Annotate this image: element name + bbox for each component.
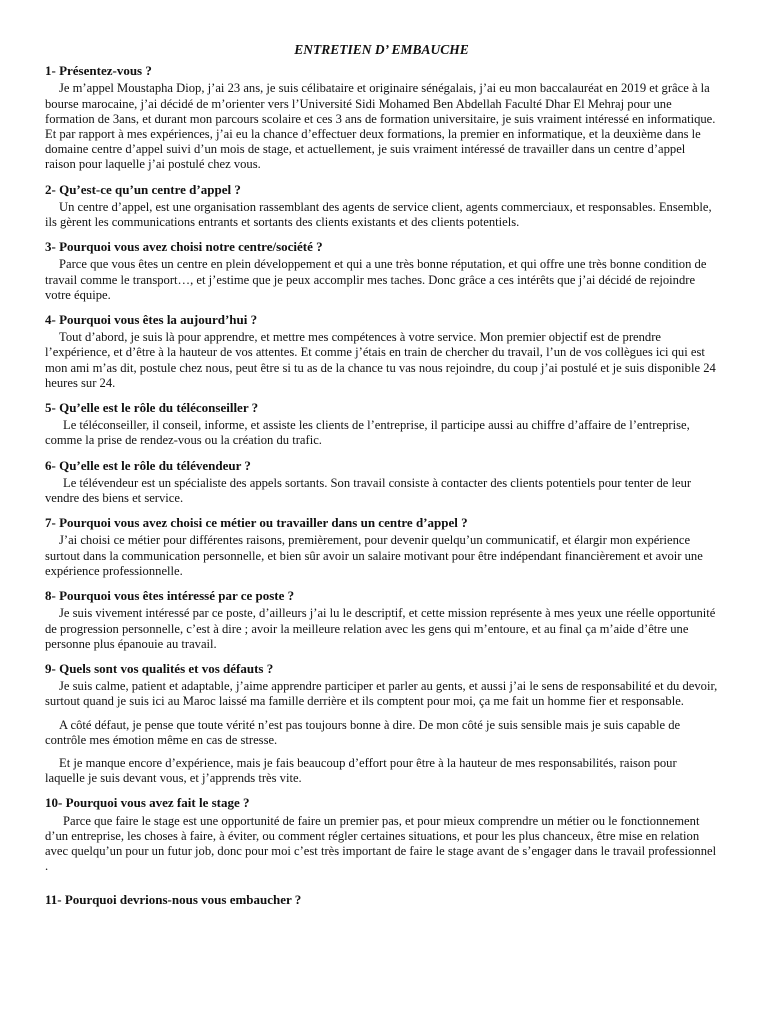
section-5 bbox=[45, 400, 718, 449]
question-heading: 6- Qu’elle est le rôle du télévendeur ? bbox=[45, 457, 251, 473]
section-6 bbox=[45, 458, 718, 507]
answer-paragraph: Je suis calme, patient et adaptable, j’aime apprendre participer et parler au gents, et aussi j’ai le sens de responsabilité et du devoir, surtout quand je suis ici au Maroc laissé ma famille derrière et ils comptent pour moi, ça me fait un homme fier et responsable. bbox=[45, 679, 718, 709]
section-7 bbox=[45, 515, 718, 579]
document-title: ENTRETIEN D’ EMBAUCHE bbox=[294, 42, 469, 57]
section-10 bbox=[45, 795, 718, 874]
answer-paragraph: A côté défaut, je pense que toute vérité n’est pas toujours bonne à dire. De mon côté je suis sensible mais je suis capable de contrôle mes émotion même en cas de stresse. bbox=[45, 717, 681, 747]
question-heading: 4- Pourquoi vous êtes la aujourd’hui ? bbox=[45, 312, 258, 328]
question-heading: 9- Quels sont vos qualités et vos défauts ? bbox=[45, 660, 274, 676]
question-heading: 2- Qu’est-ce qu’un centre d’appel ? bbox=[45, 181, 241, 197]
section-1 bbox=[45, 63, 718, 172]
section-2 bbox=[45, 182, 718, 231]
section-8 bbox=[45, 588, 718, 652]
answer-paragraph: Parce que faire le stage est une opportunité de faire un premier pas, et pour mieux comprendre un métier ou le fonctionnement d’un entreprise, les choses à faire, à éviter, ou comment régler certaines situations, et pour les plus chanceux, être mise en relation avec quelqu’un pour un futur job, donc pour moi c’est très important de faire le stage avant de s’engager dans le travail professionnel . bbox=[45, 813, 717, 874]
section-3 bbox=[45, 239, 718, 303]
answer-paragraph: Et je manque encore d’expérience, mais je fais beaucoup d’effort pour être à la hauteur de mes responsabilités, raison pour laquelle je suis devant vous, et j’apprends très vite. bbox=[45, 755, 677, 786]
question-heading: 11- Pourquoi devrions-nous vous embaucher ? bbox=[45, 892, 302, 908]
section-9 bbox=[45, 661, 718, 786]
answer-paragraph: Je m’appel Moustapha Diop, j’ai 23 ans, je suis célibataire et originaire sénégalais, j’ai eu mon baccalauréat en 2019 et grâce à la bourse marocaine, j’ai décidé de m’orienter vers l’Université Sidi Mohamed Ben Abdellah Faculté Dhar El Mehraj pour une formation de 3ans, et durant mon parcours scolaire et ces 3 ans de formation universitaire, je suis vraiment intéressé en informatique. Et par rapport à mes expériences, j’ai eu la chance d’effectuer deux formations, la premier en informatique, et la deuxième dans le domaine centre d’appel suivi d’un mois de stage, et actuellement, je suis vraiment intéressé de travailler dans un centre d’appel raison pour laquelle j’ai postulé chez vous. bbox=[45, 81, 716, 172]
section-4 bbox=[45, 312, 718, 391]
question-heading: 8- Pourquoi vous êtes intéressé par ce poste ? bbox=[45, 588, 295, 604]
answer-paragraph: Le téléconseiller, il conseil, informe, et assiste les clients de l’entreprise, il participe aussi au chiffre d’affaire de l’entreprise, comme la prise de rendez-vous ou la création du trafic. bbox=[45, 418, 690, 448]
answer-paragraph: Tout d’abord, je suis là pour apprendre, et mettre mes compétences à votre service. Mon premier objectif est de prendre l’expérience, et d’être à la hauteur de vos attentes. Et comme j’étais en train de chercher du travail, l’un de vos collègues ici qui est mon ami m’as dit, postule chez nous, peut être si tu as de la chance tu vas nous rejoindre, du coup j’ai postulé et je suis disponible 24 heures sur 24. bbox=[45, 330, 716, 390]
question-heading: 10- Pourquoi vous avez fait le stage ? bbox=[45, 795, 250, 811]
answer-paragraph: J’ai choisi ce métier pour différentes raisons, premièrement, pour devenir quelqu’un communicatif, et élargir mon expérience surtout dans la communication personnelle, et bien sûr avoir un salaire motivant pour être indépendant financièrement et avoir une expérience professionnelle. bbox=[45, 533, 703, 578]
answer-paragraph: Je suis vivement intéressé par ce poste, d’ailleurs j’ai lu le descriptif, et cette mission représente à mes yeux une réelle opportunité de progression personnelle, c’est à dire ; avoir la meilleure relation avec les gens qui m’entoure, et au final ça m’aide d’être une personne plus épanouie au travail. bbox=[45, 606, 716, 651]
answer-paragraph: Le télévendeur est un spécialiste des appels sortants. Son travail consiste à contacter des clients potentiels pour tenter de leur vendre des biens et service. bbox=[45, 475, 692, 506]
answer-paragraph: Un centre d’appel, est une organisation rassemblant des agents de service client, agents commerciaux, et responsables. Ensemble, ils gèrent les communications entrants et sortants des clients existants et des clients potentiels. bbox=[45, 199, 712, 230]
question-heading: 3- Pourquoi vous avez choisi notre centre/société ? bbox=[45, 239, 323, 255]
question-heading: 1- Présentez-vous ? bbox=[45, 63, 152, 79]
answer-paragraph: Parce que vous êtes un centre en plein développement et qui a une très bonne réputation, et qui offre une très bonne condition de travail comme le transport…, et j’estime que je peux accomplir mes taches. Donc grâce a ces intérêts que j’ai décidé de rejoindre votre équipe. bbox=[45, 257, 707, 302]
question-heading: 5- Qu’elle est le rôle du téléconseiller ? bbox=[45, 400, 259, 416]
question-heading: 7- Pourquoi vous avez choisi ce métier ou travailler dans un centre d’appel ? bbox=[45, 515, 468, 531]
section-11 bbox=[45, 892, 718, 907]
